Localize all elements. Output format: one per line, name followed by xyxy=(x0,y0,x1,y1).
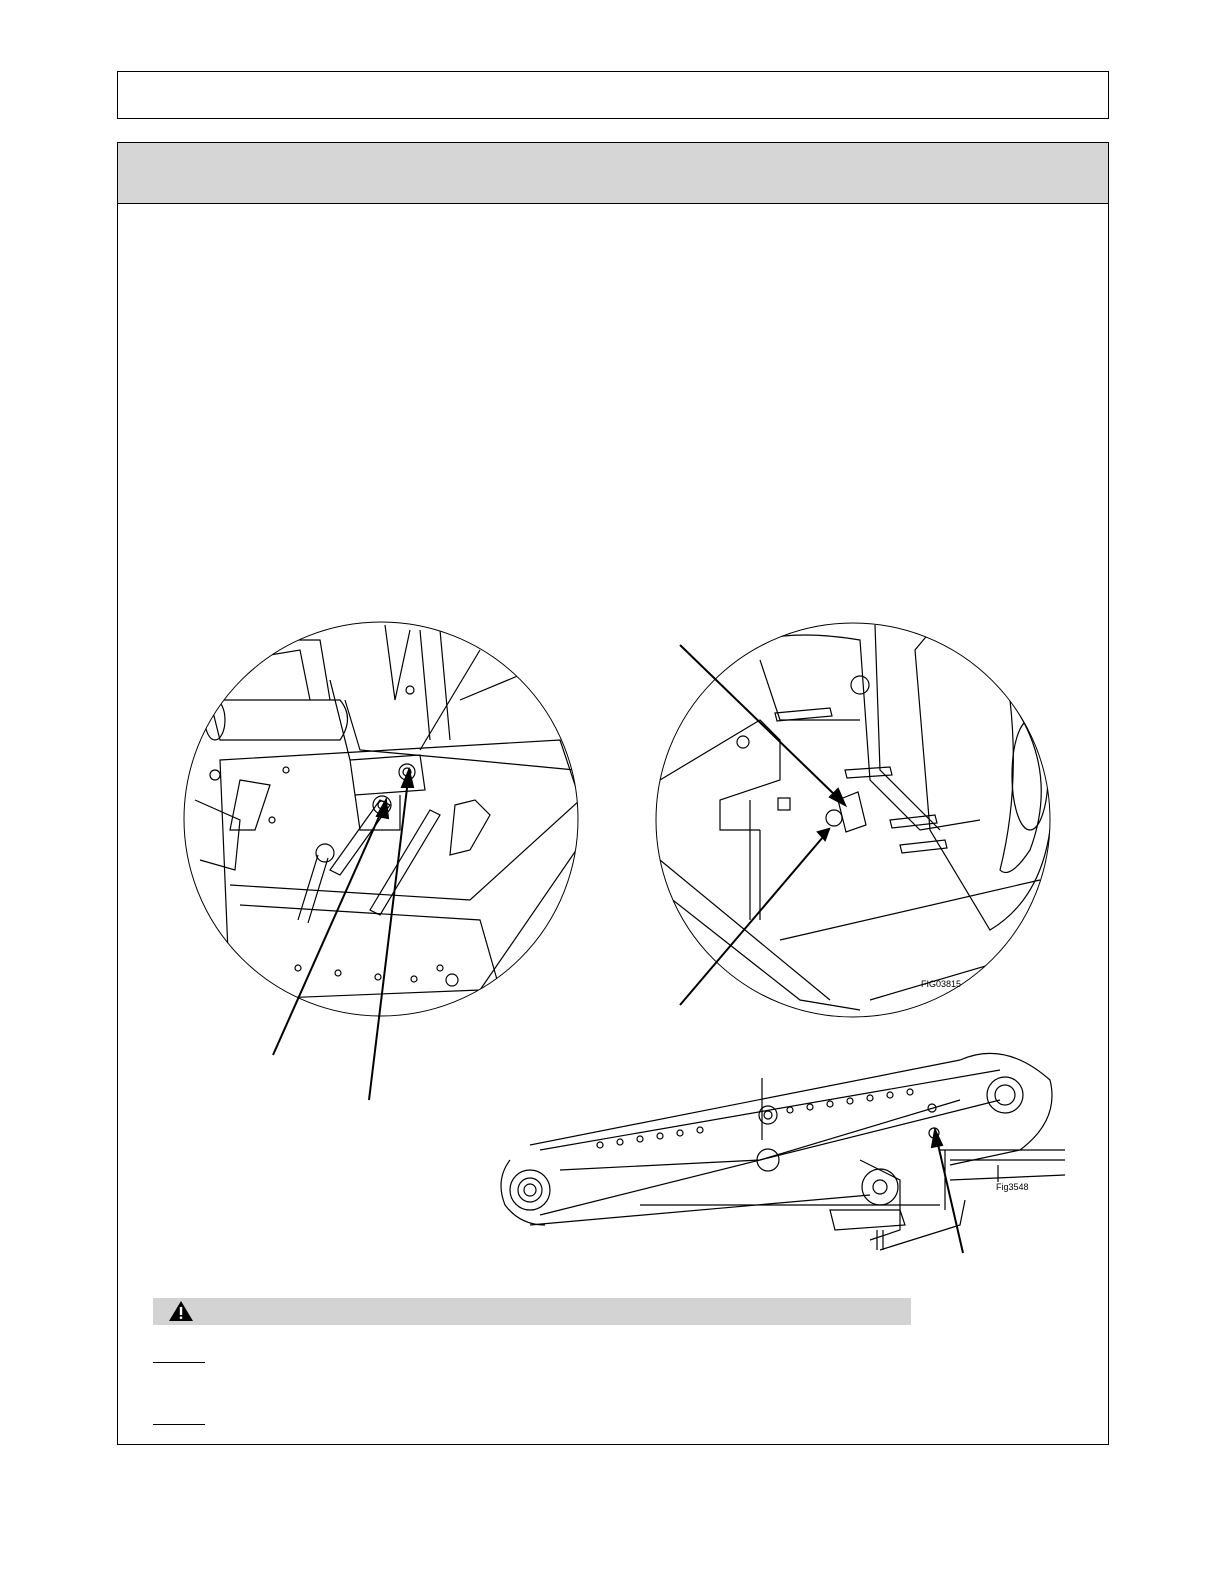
warning-triangle-icon xyxy=(168,1300,194,1322)
left-detail-illustration xyxy=(184,622,590,1100)
bottom-arm-illustration xyxy=(501,1053,1065,1250)
bottom-leader-arrow xyxy=(932,1130,963,1253)
note-1-label-rule xyxy=(153,1362,205,1363)
figure-id-label-bottom: Fig3548 xyxy=(996,1182,1029,1192)
figure-id-label-right: FIG03815 xyxy=(921,979,962,989)
warning-bar xyxy=(153,1298,911,1325)
note-2-label-rule xyxy=(153,1424,205,1425)
right-detail-illustration xyxy=(656,620,1051,1017)
